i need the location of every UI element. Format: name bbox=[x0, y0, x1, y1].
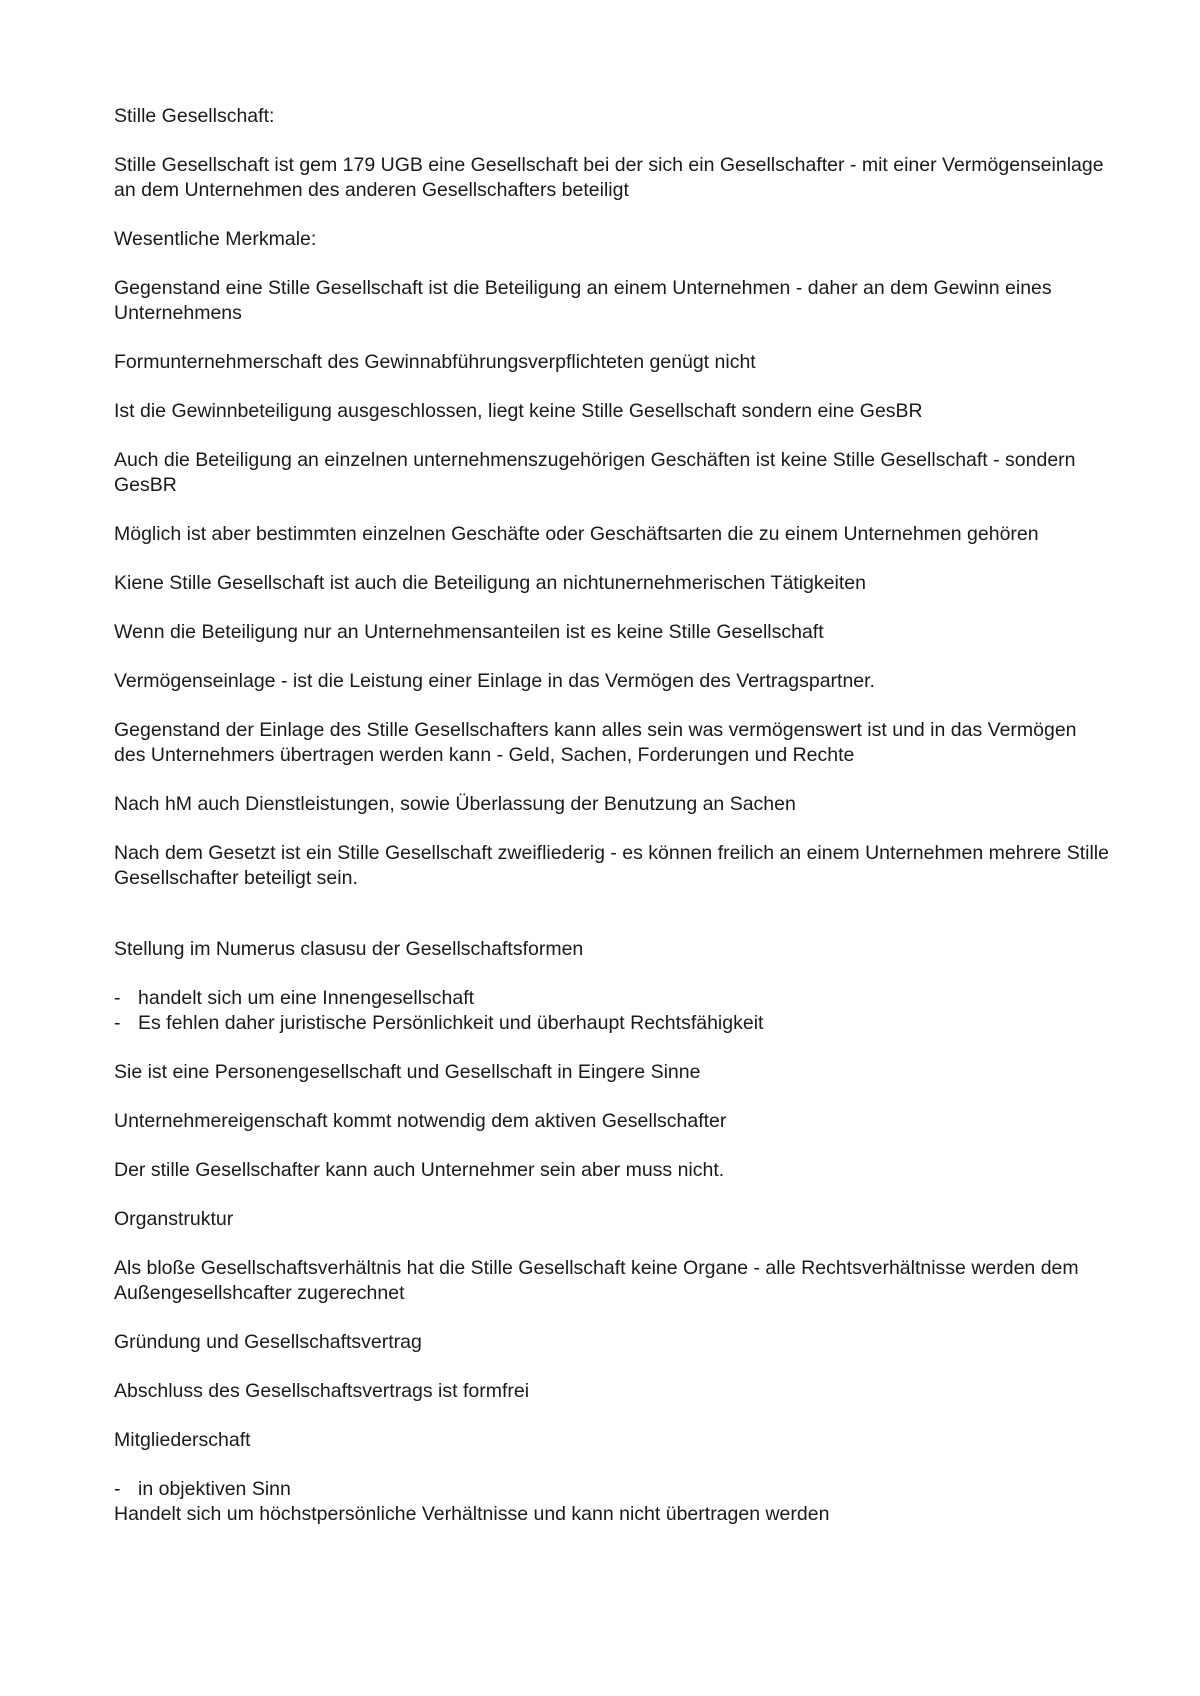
paragraph: Formunternehmerschaft des Gewinnabführungsverpflichteten genügt nicht bbox=[114, 351, 756, 373]
paragraph: Nach hM auch Dienstleistungen, sowie Überlassung der Benutzung an Sachen bbox=[114, 793, 796, 815]
paragraph: Möglich ist aber bestimmten einzelnen Geschäfte oder Geschäftsarten die zu einem Unternehmen gehören bbox=[114, 523, 1039, 545]
bullet-list bbox=[114, 1477, 1110, 1502]
paragraph-definition: Stille Gesellschaft ist gem 179 UGB eine Gesellschaft bei der sich ein Gesellschafter - mit einer Vermögenseinlage an dem Unternehmen des anderen Gesellschafters beteiligt bbox=[114, 154, 1104, 201]
paragraph: Gegenstand der Einlage des Stille Gesellschafters kann alles sein was vermögenswert ist und in das Vermögen des Unternehmers übertragen werden kann - Geld, Sachen, Forderungen und Rechte bbox=[114, 719, 1077, 766]
paragraph: Handelt sich um höchstpersönliche Verhältnisse und kann nicht übertragen werden bbox=[114, 1503, 830, 1525]
list-item: - handelt sich um eine Innengesellschaft bbox=[114, 986, 1110, 1011]
paragraph: Gegenstand eine Stille Gesellschaft ist die Beteiligung an einem Unternehmen - daher an dem Gewinn eines Unternehmens bbox=[114, 277, 1052, 324]
paragraph: Unternehmereigenschaft kommt notwendig dem aktiven Gesellschafter bbox=[114, 1110, 727, 1132]
paragraph: Wenn die Beteiligung nur an Unternehmensanteilen ist es keine Stille Gesellschaft bbox=[114, 621, 824, 643]
paragraph: Als bloße Gesellschaftsverhältnis hat die Stille Gesellschaft keine Organe - alle Rechtsverhältnisse werden dem Außengesellshcafter zugerechnet bbox=[114, 1257, 1079, 1304]
heading-gruendung: Gründung und Gesellschaftsvertrag bbox=[114, 1331, 422, 1353]
paragraph: Nach dem Gesetzt ist ein Stille Gesellschaft zweifliederig - es können freilich an einem Unternehmen mehrere Stille Gesellschafter beteiligt sein. bbox=[114, 842, 1109, 889]
heading-mitgliederschaft: Mitgliederschaft bbox=[114, 1429, 251, 1451]
bullet-list bbox=[114, 986, 1110, 1036]
paragraph: Abschluss des Gesellschaftsvertrags ist formfrei bbox=[114, 1380, 530, 1402]
paragraph: Sie ist eine Personengesellschaft und Gesellschaft in Eingere Sinne bbox=[114, 1061, 701, 1083]
paragraph: Kiene Stille Gesellschaft ist auch die Beteiligung an nichtunernehmerischen Tätigkeiten bbox=[114, 572, 866, 594]
paragraph: Der stille Gesellschafter kann auch Unternehmer sein aber muss nicht. bbox=[114, 1159, 725, 1181]
heading-organstruktur: Organstruktur bbox=[114, 1208, 234, 1230]
list-item: - Es fehlen daher juristische Persönlichkeit und überhaupt Rechtsfähigkeit bbox=[114, 1011, 1110, 1036]
heading-merkmale: Wesentliche Merkmale: bbox=[114, 228, 317, 250]
heading-numerus-clausus: Stellung im Numerus clasusu der Gesellschaftsformen bbox=[114, 938, 584, 960]
paragraph: Ist die Gewinnbeteiligung ausgeschlossen, liegt keine Stille Gesellschaft sondern eine GesBR bbox=[114, 400, 923, 422]
paragraph: Auch die Beteiligung an einzelnen unternehmenszugehörigen Geschäften ist keine Stille Gesellschaft - sondern GesBR bbox=[114, 449, 1076, 496]
list-item: - in objektiven Sinn bbox=[114, 1477, 1110, 1502]
document-title: Stille Gesellschaft: bbox=[114, 105, 275, 127]
paragraph: Vermögenseinlage - ist die Leistung einer Einlage in das Vermögen des Vertragspartner. bbox=[114, 670, 875, 692]
